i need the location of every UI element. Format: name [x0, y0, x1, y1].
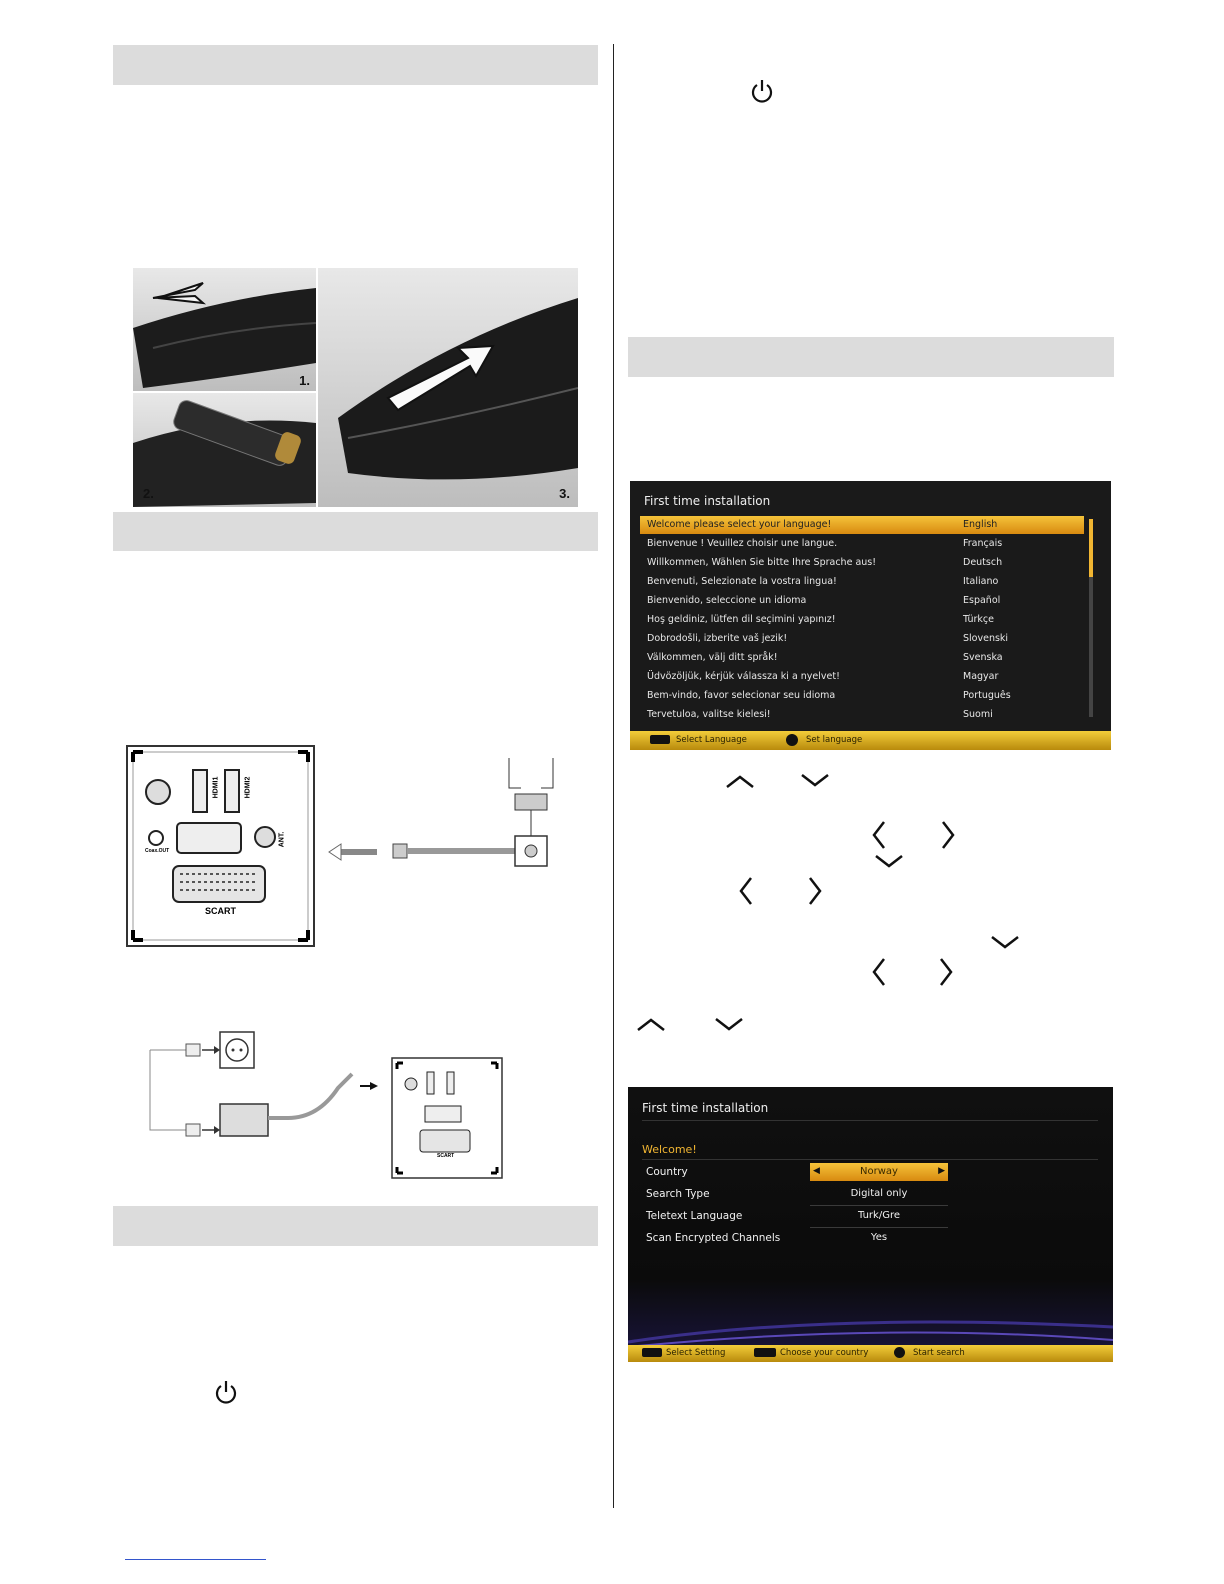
- language-name: Français: [963, 538, 1003, 549]
- section-header-band-4: [628, 337, 1114, 377]
- photo-number: 3.: [559, 486, 570, 501]
- hdmi2-label: HDMI2: [244, 776, 252, 799]
- scart-label: SCART: [205, 906, 236, 916]
- battery-insert-image: [133, 393, 316, 507]
- language-name: Suomi: [963, 709, 993, 720]
- language-name: Español: [963, 595, 1001, 606]
- search-type-label: Search Type: [646, 1188, 710, 1200]
- screen-title: First time installation: [644, 494, 771, 508]
- language-option[interactable]: [640, 573, 1084, 591]
- title-separator: [642, 1120, 1098, 1121]
- scrollbar[interactable]: [1089, 519, 1093, 717]
- power-connection-diagram: [140, 1030, 505, 1180]
- chevron-left-icon: [739, 876, 753, 906]
- language-prompt: Välkommen, välj ditt språk!: [647, 652, 778, 663]
- battery-photo-2: [133, 393, 316, 507]
- welcome-separator: [642, 1159, 1098, 1160]
- search-type-value[interactable]: Digital only: [850, 1188, 908, 1199]
- left-right-key-icon: [754, 1348, 776, 1357]
- language-option[interactable]: [640, 668, 1084, 686]
- language-prompt: Welcome please select your language!: [647, 519, 832, 530]
- language-option[interactable]: [640, 687, 1084, 705]
- up-down-key-icon: [650, 735, 670, 744]
- language-option[interactable]: [640, 706, 1084, 724]
- footer-set-language: Set language: [806, 735, 863, 745]
- language-prompt: Benvenuti, Selezionate la vostra lingua!: [647, 576, 837, 587]
- coax-out-label: Coax.OUT: [145, 848, 170, 854]
- language-name: English: [963, 519, 998, 530]
- decorative-swoosh: [628, 1292, 1113, 1347]
- chevron-up-icon: [636, 1018, 666, 1032]
- chevron-down-icon: [714, 1017, 744, 1031]
- small-scart-label: SCART: [437, 1153, 455, 1159]
- language-prompt: Tervetuloa, valitse kielesi!: [647, 709, 771, 720]
- country-value: Norway: [860, 1166, 898, 1177]
- welcome-heading: Welcome!: [642, 1143, 697, 1156]
- ok-key-icon: [786, 734, 798, 746]
- language-prompt: Dobrodošli, izberite vaš jezik!: [647, 633, 788, 644]
- section-header-band-2: [113, 512, 598, 551]
- row-separator: [810, 1227, 948, 1228]
- chevron-right-icon: [808, 876, 822, 906]
- chevron-left-icon: [872, 820, 886, 850]
- antenna-connection-diagram: [125, 744, 565, 948]
- section-header-band-1: [113, 45, 598, 85]
- chevron-down-icon: [800, 773, 830, 787]
- footer-select-setting: Select Setting: [666, 1348, 726, 1358]
- footer-link-underline: [125, 1559, 266, 1560]
- footer-choose-country: Choose your country: [780, 1348, 869, 1358]
- teletext-language-value[interactable]: Turk/Gre: [858, 1210, 900, 1221]
- photo-number: 1.: [299, 373, 310, 388]
- chevron-left-icon: [872, 957, 886, 987]
- country-label: Country: [646, 1166, 688, 1178]
- language-prompt: Hoş geldiniz, lütfen dil seçimini yapınız!: [647, 614, 836, 625]
- welcome-settings-screen: [628, 1087, 1113, 1362]
- remote-cover-image: [318, 268, 578, 507]
- language-name: Slovenski: [963, 633, 1009, 644]
- ant-label: ANT.: [278, 831, 286, 848]
- footer-start-search: Start search: [913, 1348, 965, 1358]
- language-prompt: Bienvenue ! Veuillez choisir une langue.: [647, 538, 838, 549]
- arrow-left-icon[interactable]: ◀: [813, 1166, 820, 1176]
- scan-encrypted-label: Scan Encrypted Channels: [646, 1232, 781, 1244]
- language-name: Italiano: [963, 576, 999, 587]
- hdmi1-label: HDMI1: [212, 776, 220, 799]
- welcome-footer-bar: [628, 1345, 1113, 1362]
- arrow-right-icon[interactable]: ▶: [938, 1166, 945, 1176]
- language-selection-screen: [630, 481, 1111, 750]
- country-selector[interactable]: [810, 1163, 948, 1181]
- chevron-up-icon: [725, 775, 755, 789]
- language-option[interactable]: [640, 611, 1084, 629]
- scan-encrypted-value[interactable]: Yes: [870, 1232, 888, 1243]
- language-option[interactable]: [640, 649, 1084, 667]
- up-down-key-icon: [642, 1348, 662, 1357]
- screen-title: First time installation: [642, 1101, 769, 1115]
- chevron-down-icon: [874, 854, 904, 868]
- language-prompt: Üdvözöljük, kérjük válassza ki a nyelvet!: [647, 671, 840, 682]
- language-option[interactable]: [640, 592, 1084, 610]
- section-header-band-3: [113, 1206, 598, 1246]
- power-icon: [750, 76, 774, 107]
- battery-photo-1: [133, 268, 316, 391]
- chevron-down-icon: [990, 935, 1020, 949]
- language-name: Português: [963, 690, 1011, 701]
- language-option[interactable]: [640, 554, 1084, 572]
- left-arrow-icon: [153, 283, 203, 303]
- language-footer-bar: [630, 731, 1111, 750]
- language-prompt: Bienvenido, seleccione un idioma: [647, 595, 807, 606]
- teletext-language-label: Teletext Language: [646, 1210, 743, 1222]
- connector-panel-drawing: [125, 744, 565, 948]
- language-option[interactable]: [640, 535, 1084, 553]
- column-divider: [613, 44, 614, 1508]
- language-name: Türkçe: [963, 614, 994, 625]
- power-icon: [214, 1377, 238, 1408]
- language-name: Deutsch: [963, 557, 1003, 568]
- footer-select-language: Select Language: [676, 735, 747, 745]
- language-option[interactable]: [640, 630, 1084, 648]
- battery-photo-3: [318, 268, 578, 507]
- chevron-right-icon: [941, 820, 955, 850]
- language-name: Magyar: [963, 671, 999, 682]
- ok-key-icon: [894, 1347, 905, 1358]
- language-prompt: Willkommen, Wählen Sie bitte Ihre Sprache aus!: [647, 557, 877, 568]
- language-option[interactable]: [640, 516, 1084, 534]
- chevron-right-icon: [939, 957, 953, 987]
- remote-back-image: [133, 268, 316, 391]
- language-name: Svenska: [963, 652, 1003, 663]
- language-prompt: Bem-vindo, favor selecionar seu idioma: [647, 690, 836, 701]
- photo-number: 2.: [143, 486, 154, 501]
- row-separator: [810, 1205, 948, 1206]
